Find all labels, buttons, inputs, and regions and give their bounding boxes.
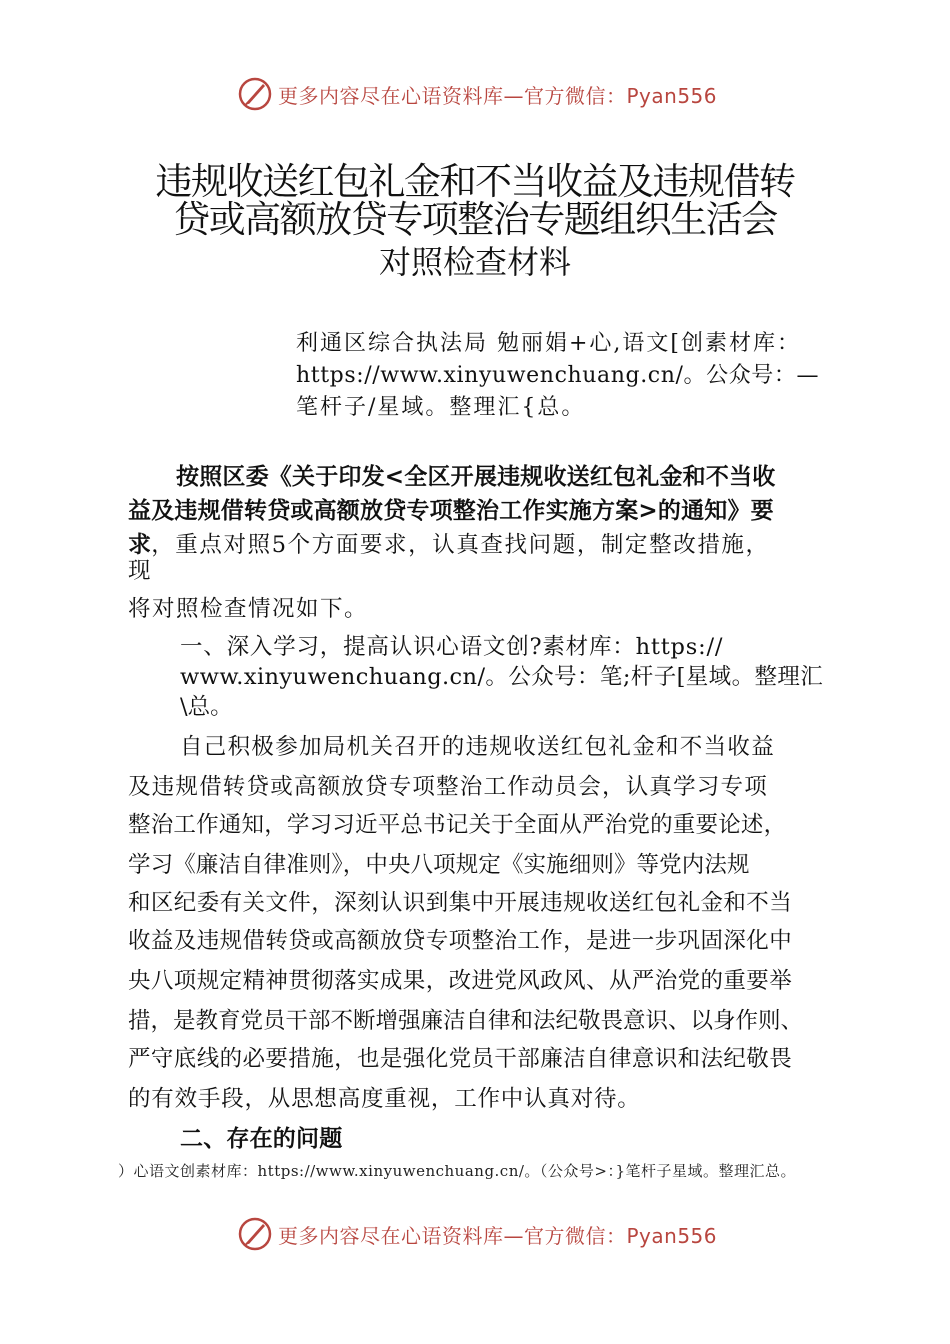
footnote: ）心语文创素材库：https://www.xinyuwenchuang.cn/。（公众号>：}笔杆子星域。整理汇总。 <box>118 1162 797 1180</box>
intro-line-4: 现 <box>128 558 151 584</box>
section1-body-line-10: 的有效手段，从思想高度重视，工作中认真对待。 <box>128 1086 641 1112</box>
section1-body-line-9: 严守底线的必要措施，也是强化党员干部廉洁自律意识和法纪敬畏 <box>128 1046 793 1072</box>
section1-heading-line-3: \总。 <box>180 694 233 720</box>
intro-line-1: 按照区委《关于印发<全区开展违规收送红包礼金和不当收 <box>176 464 776 490</box>
intro-line-2: 益及违规借转贷或高额放贷专项整治工作实施方案>的通知》要 <box>128 498 774 524</box>
section1-body-line-2: 及违规借转贷或高额放贷专项整治工作动员会，认真学习专项 <box>128 774 768 800</box>
section1-heading-line-2: www.xinyuwenchuang.cn/。公众号：笔;杆子[星域。整理汇 <box>180 664 824 690</box>
author-line-3: 笔杆子/星域。整理汇{总。 <box>296 395 586 420</box>
header-banner <box>0 72 950 116</box>
intro-line-3 <box>128 530 770 560</box>
document-title-line-3: 对照检查材料 <box>378 243 571 281</box>
footer-banner <box>0 1212 950 1256</box>
section1-body-line-5: 和区纪委有关文件，深刻认识到集中开展违规收送红包礼金和不当 <box>128 890 793 916</box>
section2-heading: 二、存在的问题 <box>180 1126 343 1152</box>
quill-pen-icon <box>237 76 273 112</box>
section1-body-line-1: 自己积极参加局机关召开的违规收送红包礼金和不当收益 <box>180 734 776 760</box>
author-line-1: 利通区综合执法局 勉丽娟+心,语文[创素材库： <box>296 331 802 356</box>
section1-body-line-8: 措，是教育党员干部不断增强廉洁自律和法纪敬畏意识、以身作则、 <box>128 1008 804 1034</box>
section1-body-line-3: 整治工作通知，学习习近平总书记关于全面从严治党的重要论述， <box>128 812 787 838</box>
section1-body-line-6: 收益及违规借转贷或高额放贷专项整治工作，是进一步巩固深化中 <box>128 928 793 954</box>
banner-text: 更多内容尽在心语资料库—官方微信：Pyan556 <box>278 1224 718 1248</box>
document-title-line-1: 违规收送红包礼金和不当收益及违规借转 <box>155 160 795 203</box>
intro-line-3-rest: ，重点对照5个方面要求，认真查找问题，制定整改措施， <box>151 532 770 558</box>
quill-pen-icon <box>237 1216 273 1252</box>
banner-text: 更多内容尽在心语资料库—官方微信：Pyan556 <box>278 84 718 108</box>
section1-heading-line-1: 一、深入学习，提高认识心语文创?素材库：https:// <box>180 634 724 660</box>
intro-line-5: 将对照检查情况如下。 <box>128 596 369 622</box>
intro-line-3-bold: 求 <box>128 532 152 558</box>
section1-body-line-7: 央八项规定精神贯彻落实成果，改进党风政风、从严治党的重要举 <box>128 968 793 994</box>
author-line-2: https://www.xinyuwenchuang.cn/。公众号：— <box>296 363 820 388</box>
document-title-line-2: 贷或高额放贷专项整治专题组织生活会 <box>173 198 777 241</box>
section1-body-line-4: 学习《廉洁自律准则》，中央八项规定《实施细则》等党内法规 <box>128 852 750 878</box>
